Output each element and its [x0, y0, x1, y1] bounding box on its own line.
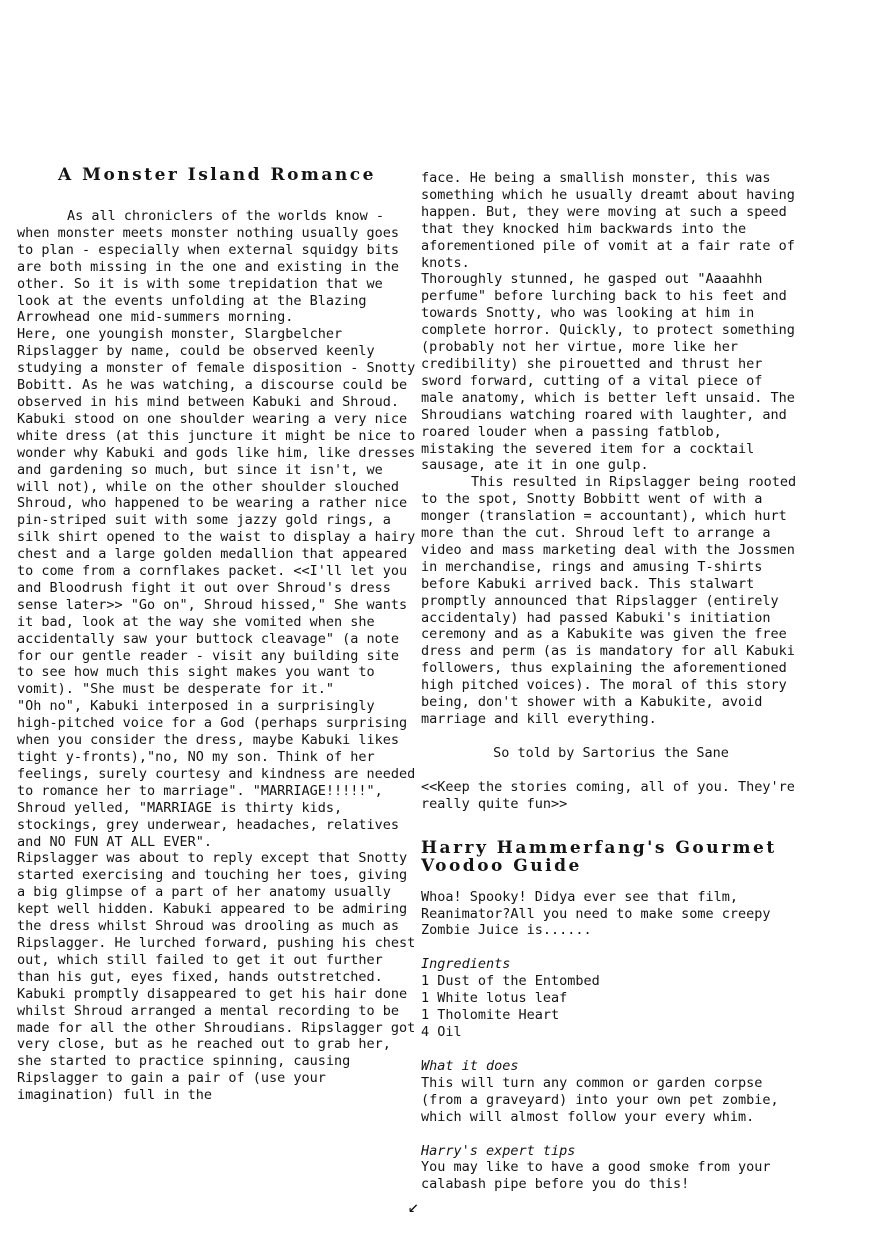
ingredient-item: 1 Dust of the Entombed — [421, 973, 600, 990]
continue-arrow-mark: ↙ — [408, 1196, 419, 1217]
ingredients-heading: Ingredients — [421, 956, 511, 973]
story-paragraph: "Oh no", Kabuki interposed in a surprisingly high-pitched voice for a God (perhaps surprising when you consider the dress, maybe Kabuki likes tight y-fronts),"no, NO my son. Think of her feelings, surely courtesy and kindness are needed to romance her to marriage". "MARRIAGE!!!!!", Shroud yelled, "MARRIAGE is thirty kids, stockings, grey underwear, headaches, relatives and NO FUN AT ALL EVER". — [17, 698, 416, 850]
story-paragraph: Thoroughly stunned, he gasped out "Aaaahhh perfume" before lurching back to his feet and towards Snotty, who was looking at him in complete horror. Quickly, to protect something (probably not her virtue, more like her credibility) she pirouetted and thrust her sword forward, cutting of a vital piece of male anatomy, which is better left unsaid. The Shroudians watching roared with laughter, and roared louder when a passing fatblob, mistaking the severed item for a cocktail sausage, ate it in one gulp. — [421, 271, 795, 474]
ingredient-item: 1 White lotus leaf — [421, 990, 568, 1007]
story-title: A Monster Island Romance — [58, 165, 376, 185]
left-column — [17, 166, 417, 1104]
ingredient-item: 1 Tholomite Heart — [421, 1007, 560, 1024]
editor-note: <<Keep the stories coming, all of you. They're really quite fun>> — [421, 778, 795, 812]
expert-tips-text: You may like to have a good smoke from your calabash pipe before you do this! — [421, 1159, 771, 1193]
right-column — [421, 170, 801, 1193]
story-signoff: So told by Sartorius the Sane — [493, 744, 729, 761]
guide-intro: Whoa! Spooky! Didya ever see that film, Reanimator?All you need to make some creepy Zombie Juice is...... — [421, 888, 771, 939]
story-paragraph: Ripslagger was about to reply except that Snotty started exercising and touching her toes, giving a big glimpse of a part of her anatomy usually kept well hidden. Kabuki appeared to be admiring the dress whilst Shroud was drooling as much as Ripslagger. He lurched forward, pushing his chest out, which still failed to get it out further than his gut, eyes fixed, hands outstretched. Kabuki promptly disappeared to get his hair done whilst Shroud arranged a mental recording to be made for all the other Shroudians. Ripslagger got very close, but as he reached out to grab her, she started to practice spinning, causing Ripslagger to gain a pair of (use your imagination) full in the — [17, 850, 416, 1104]
what-it-does-heading: What it does — [421, 1057, 519, 1074]
what-it-does-text: This will turn any common or garden corpse (from a graveyard) into your own pet zombie, which will almost follow your every whim. — [421, 1074, 779, 1125]
story-paragraph: face. He being a smallish monster, this was something which he usually dreamt about having happen. But, they were moving at such a speed that they knocked him backwards into the aforementioned pile of vomit at a fair rate of knots. — [421, 170, 795, 271]
story-paragraph: This resulted in Ripslagger being rooted to the spot, Snotty Bobbitt went of with a monger (translation = accountant), which hurt more than the cut. Shroud left to arrange a video and mass marketing deal with the Jossmen in merchandise, rings and amusing T-shirts before Kabuki arrived back. This stalwart promptly announced that Ripslagger (entirely accidentaly) had passed Kabuki's initiation ceremony and as a Kabukite was given the free dress and perm (as is mandatory for all Kabuki followers, thus explaining the aforementioned high pitched voices). The moral of this story being, don't shower with a Kabukite, avoid marriage and kill everything. — [421, 474, 797, 727]
ingredients-list — [421, 973, 801, 1041]
ingredient-item: 4 Oil — [421, 1023, 462, 1040]
expert-tips-heading: Harry's expert tips — [421, 1142, 576, 1159]
guide-title: Harry Hammerfang's Gourmet Voodoo Guide — [421, 837, 777, 876]
story-paragraph: As all chroniclers of the worlds know - when monster meets monster nothing usually goes to plan - especially when external squidgy bits are both missing in the one and existing in the other. So it is with some trepidation that we look at the events unfolding at the Blazing Arrowhead one mid-summers morning. — [17, 208, 400, 326]
story-paragraph: Here, one youngish monster, Slargbelcher Ripslagger by name, could be observed keenly studying a monster of female disposition - Snotty Bobitt. As he was watching, a discourse could be observed in his mind between Kabuki and Shroud. Kabuki stood on one shoulder wearing a very nice white dress (at this juncture it might be nice to wonder why Kabuki and gods like him, like dresses and gardening so much, but since it isn't, we will not), while on the other shoulder slouched Shroud, who happened to be wearing a rather nice pin-striped suit with some jazzy gold rings, a silk shirt opened to the waist to display a hairy chest and a large golden medallion that appeared to come from a cornflakes packet. <<I'll let you and Bloodrush fight it out over Shroud's dress sense later>> "Go on", Shroud hissed," She wants it bad, look at the way she vomited when she accidentally saw your buttock cleavage" (a note for our gentle reader - visit any building site to see how much this sight makes you want to vomit). "She must be desperate for it." — [17, 326, 416, 698]
